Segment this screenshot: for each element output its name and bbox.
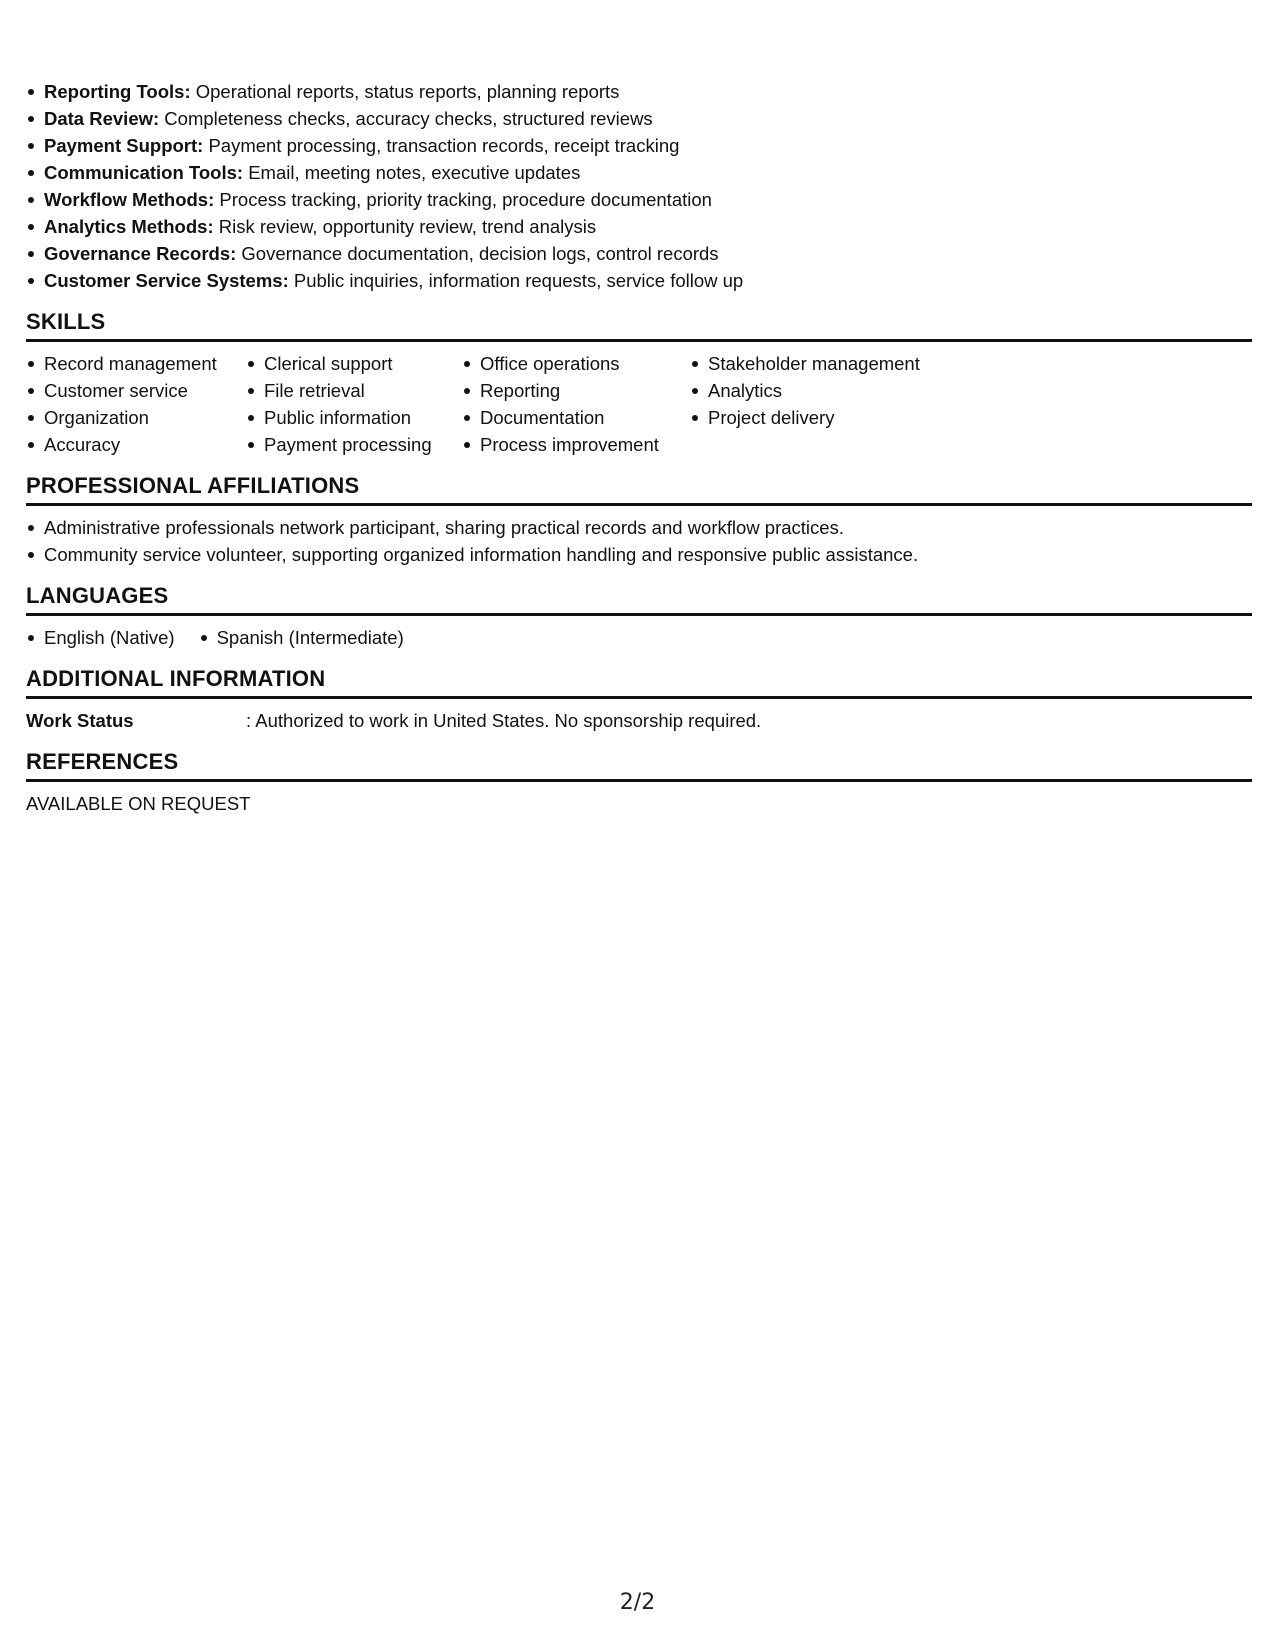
item-text: Risk review, opportunity review, trend analysis: [218, 216, 597, 237]
item-label: Data Review:: [44, 108, 160, 129]
section-heading: PROFESSIONAL AFFILIATIONS: [26, 472, 1252, 506]
section-heading: ADDITIONAL INFORMATION: [26, 665, 1252, 699]
item-text: Email, meeting notes, executive updates: [248, 162, 581, 183]
item-label: Analytics Methods:: [44, 216, 214, 237]
references-text: AVAILABLE ON REQUEST: [26, 793, 251, 814]
item-label: Communication Tools:: [44, 162, 244, 183]
item-label: Reporting Tools:: [44, 81, 191, 102]
list-item: [26, 240, 1252, 267]
skill-item: Stakeholder management: [690, 350, 930, 377]
language-item: Spanish (Intermediate): [199, 624, 404, 651]
item-text: Operational reports, status reports, planning reports: [195, 81, 620, 102]
item-label: Customer Service Systems:: [44, 270, 289, 291]
skill-item: Accuracy: [26, 431, 224, 458]
section-heading: REFERENCES: [26, 748, 1252, 782]
skill-item: Public information: [246, 404, 440, 431]
languages-section: [26, 582, 1252, 651]
skill-item: Reporting: [462, 377, 668, 404]
skills-column: [690, 350, 930, 458]
list-item: [26, 105, 1252, 132]
item-text: Public inquiries, information requests, service follow up: [293, 270, 744, 291]
skill-item: Payment processing: [246, 431, 440, 458]
list-item: [26, 267, 1252, 294]
skill-item: Organization: [26, 404, 224, 431]
skill-item: Documentation: [462, 404, 668, 431]
list-item: [26, 78, 1252, 105]
item-text: Process tracking, priority tracking, procedure documentation: [219, 189, 712, 210]
affiliation-item: Community service volunteer, supporting organized information handling and responsive public assistance.: [26, 541, 1252, 568]
section-heading: LANGUAGES: [26, 582, 1252, 616]
skill-item: Process improvement: [462, 431, 668, 458]
resume-content: [26, 78, 1252, 817]
skill-item: Project delivery: [690, 404, 930, 431]
page-number: 2/2: [619, 1590, 656, 1615]
additional-info-section: [26, 665, 1252, 734]
skill-item: File retrieval: [246, 377, 440, 404]
references-section: [26, 748, 1252, 817]
work-status-label: Work Status: [26, 710, 134, 731]
skills-section: [26, 308, 1252, 458]
skill-item: Analytics: [690, 377, 930, 404]
skill-item: Office operations: [462, 350, 668, 377]
tools-list: [26, 78, 1252, 294]
affiliations-section: [26, 472, 1252, 568]
item-label: Payment Support:: [44, 135, 204, 156]
item-text: Governance documentation, decision logs, control records: [241, 243, 719, 264]
skills-column: [246, 350, 440, 458]
skills-column: [26, 350, 224, 458]
work-status-value: : Authorized to work in United States. No sponsorship required.: [246, 710, 762, 731]
languages-list: [26, 624, 1252, 651]
item-text: Payment processing, transaction records, receipt tracking: [208, 135, 680, 156]
language-item: English (Native): [26, 624, 175, 651]
list-item: [26, 186, 1252, 213]
item-text: Completeness checks, accuracy checks, structured reviews: [164, 108, 653, 129]
affiliation-item: Administrative professionals network participant, sharing practical records and workflow practices.: [26, 514, 1252, 541]
section-heading: SKILLS: [26, 308, 1252, 342]
skills-column: [462, 350, 668, 458]
list-item: [26, 132, 1252, 159]
list-item: [26, 159, 1252, 186]
affiliations-list: [26, 514, 1252, 568]
skill-item: Clerical support: [246, 350, 440, 377]
skill-item: Customer service: [26, 377, 224, 404]
list-item: [26, 213, 1252, 240]
item-label: Governance Records:: [44, 243, 237, 264]
skills-grid: [26, 350, 1252, 458]
work-status-row: [26, 707, 1252, 734]
item-label: Workflow Methods:: [44, 189, 215, 210]
skill-item: Record management: [26, 350, 224, 377]
